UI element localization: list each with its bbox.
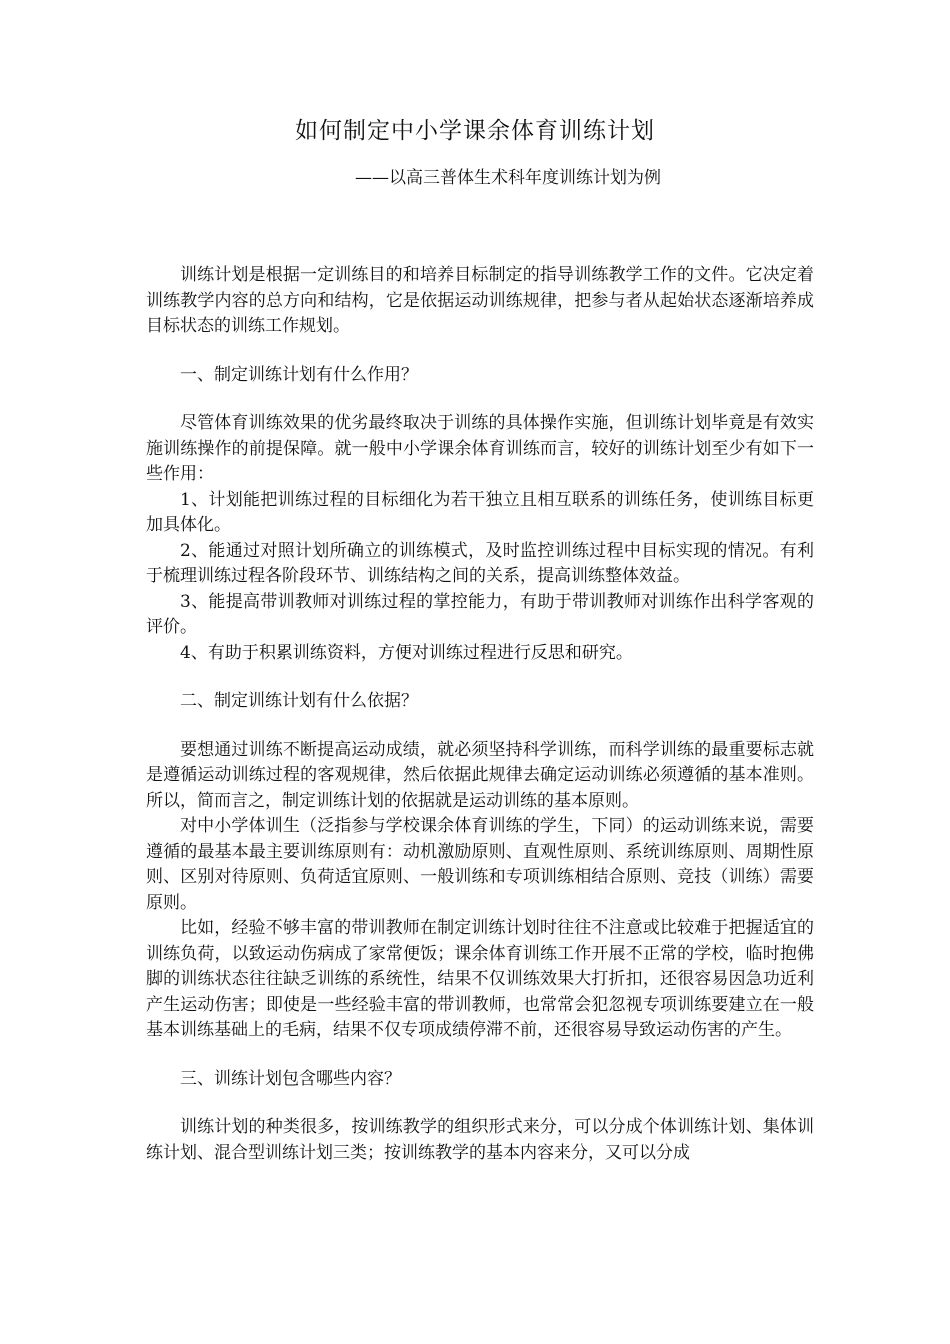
document-body	[146, 263, 814, 1166]
section1-paragraph: 尽管体育训练效果的优劣最终取决于训练的具体操作实施，但训练计划毕竟是有效实施训练操作的前提保障。就一般中小学课余体育训练而言，较好的训练计划至少有如下一些作用：	[146, 413, 814, 484]
section1-list-item-1: 1、计划能把训练过程的目标细化为若干独立且相互联系的训练任务，使训练目标更加具体化。	[146, 489, 814, 535]
section1-list-item-4: 4、有助于积累训练资料，方便对训练过程进行反思和研究。	[180, 642, 633, 663]
document-subtitle: ——以高三普体生术科年度训练计划为例	[355, 168, 661, 188]
section-heading-3: 三、训练计划包含哪些内容？	[180, 1068, 401, 1089]
section-heading-1: 一、制定训练计划有什么作用？	[180, 364, 418, 385]
section-heading-2: 二、制定训练计划有什么依据？	[180, 691, 418, 711]
document-title: 如何制定中小学课余体育训练计划	[295, 118, 655, 144]
section2-paragraph-3: 比如，经验不够丰富的带训教师在制定训练计划时往往不注意或比较难于把握适宜的训练负荷，以致运动伤病成了家常便饭；课余体育训练工作开展不正常的学校，临时抱佛脚的训练状态往往缺乏训练的系统性，结果不仅训练效果大打折扣，还很容易因急功近利产生运动伤害；即使是一些经验丰富的带训教师，也常常会犯忽视专项训练要建立在一般基本训练基础上的毛病，结果不仅专项成绩停滞不前，还很容易导致运动伤害的产生。	[146, 918, 814, 1040]
intro-paragraph: 训练计划是根据一定训练目的和培养目标制定的指导训练教学工作的文件。它决定着训练教学内容的总方向和结构，它是依据运动训练规律，把参与者从起始状态逐渐培养成目标状态的训练工作规划。	[146, 265, 814, 336]
section1-list-item-2: 2、能通过对照计划所确立的训练模式，及时监控训练过程中目标实现的情况。有利于梳理训练过程各阶段环节、训练结构之间的关系，提高训练整体效益。	[146, 540, 814, 586]
section3-paragraph-1: 训练计划的种类很多，按训练教学的组织形式来分，可以分成个体训练计划、集体训练计划、混合型训练计划三类；按训练教学的基本内容来分，又可以分成	[146, 1117, 814, 1163]
section2-paragraph-1: 要想通过训练不断提高运动成绩，就必须坚持科学训练，而科学训练的最重要标志就是遵循运动训练过程的客观规律，然后依据此规律去确定运动训练必须遵循的基本准则。所以，简而言之，制定训练计划的依据就是运动训练的基本原则。	[146, 739, 814, 811]
section2-paragraph-2: 对中小学体训生（泛指参与学校课余体育训练的学生，下同）的运动训练来说，需要遵循的最基本最主要训练原则有：动机激励原则、直观性原则、系统训练原则、周期性原则、区别对待原则、负荷适宜原则、一般训练和专项训练相结合原则、竞技（训练）需要原则。	[146, 816, 814, 913]
section1-list-item-3: 3、能提高带训教师对训练过程的掌控能力，有助于带训教师对训练作出科学客观的评价。	[146, 591, 814, 637]
